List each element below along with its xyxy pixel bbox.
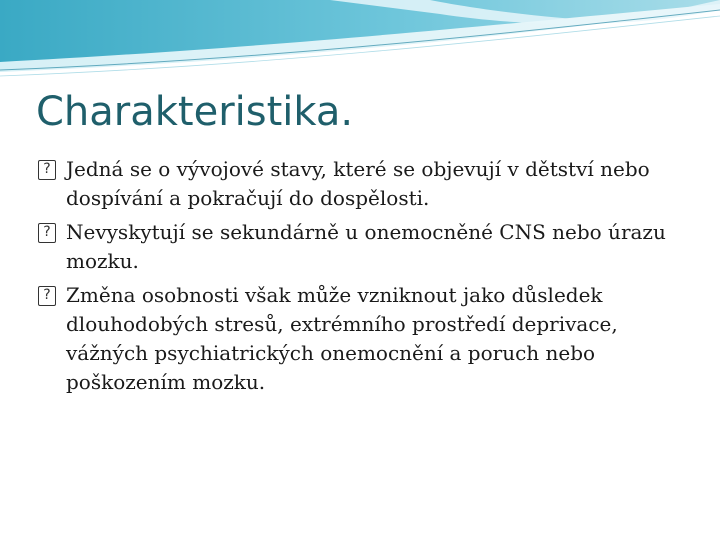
bullet-list	[38, 155, 688, 402]
decorative-wave-banner	[0, 0, 720, 90]
slide-title: Charakteristika.	[36, 89, 354, 135]
missing-glyph-box-icon: ?	[38, 286, 56, 306]
missing-glyph-box-icon: ?	[38, 160, 56, 180]
bullet-text: Jedná se o vývojové stavy, které se objevují v dětství nebo dospívání a pokračují do dospělosti.	[66, 157, 650, 210]
missing-glyph-box-icon: ?	[38, 223, 56, 243]
bullet-item	[38, 218, 688, 276]
bullet-text: Změna osobnosti však může vzniknout jako důsledek dlouhodobých stresů, extrémního prostředí deprivace, vážných psychiatrických onemocnění a poruch nebo poškozením mozku.	[66, 283, 618, 394]
bullet-text: Nevyskytují se sekundárně u onemocněné CNS nebo úrazu mozku.	[66, 220, 666, 273]
bullet-item	[38, 155, 688, 213]
bullet-item	[38, 281, 688, 397]
